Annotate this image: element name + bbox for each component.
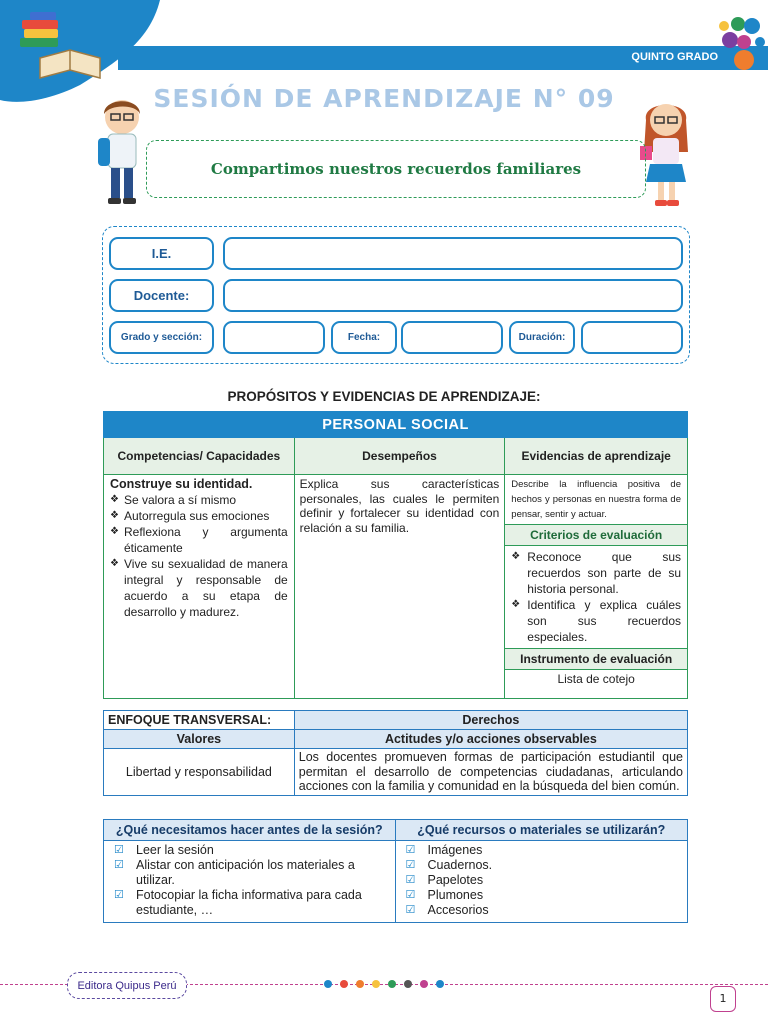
session-title: SESIÓN DE APRENDIZAJE N° 09	[153, 84, 615, 113]
evidencia-text: Describe la influencia positiva de hechos y personas en nuestra forma de pensar, sentir y actuar.	[511, 479, 681, 520]
checkbox-icon: ☑	[405, 889, 416, 901]
actitud-cell: Los docentes promueven formas de participación estudiantil que permitan el desarrollo de competencias ciudadanas, articulando acciones con la familia y comunidad en la búsqueda del bien común.	[294, 749, 687, 796]
docente-label: Docente:	[133, 288, 190, 303]
subtitle-box	[146, 140, 646, 198]
color-dots-graphic	[716, 14, 766, 70]
grade-banner	[118, 46, 768, 70]
color-drops-graphic	[322, 976, 452, 994]
desempenos-header: Desempeños	[294, 438, 505, 475]
ie-label-box	[109, 237, 214, 270]
recursos-cell	[395, 841, 688, 923]
desempeno-cell: Explica sus características personales, las cuales le permiten definir y fortalecer su identidad con relación a su familia.	[294, 475, 505, 699]
checkbox-icon: ☑	[405, 859, 416, 871]
preparation-table	[103, 819, 688, 923]
recurso-item: ☑ Accesorios	[405, 903, 489, 917]
recurso-item: ☑ Plumones	[405, 888, 484, 902]
competencia-title: Construye su identidad.	[110, 477, 253, 491]
capacidad-item: ❖ Se valora a sí mismo	[110, 493, 237, 507]
valor-cell: Libertad y responsabilidad	[104, 749, 295, 796]
docente-label-box	[109, 279, 214, 312]
checkbox-icon: ☑	[114, 859, 124, 871]
docente-field[interactable]	[223, 279, 683, 312]
diamond-bullet-icon: ❖	[511, 551, 521, 562]
checkbox-icon: ☑	[114, 889, 124, 901]
diamond-bullet-icon: ❖	[110, 558, 119, 569]
section-heading: PROPÓSITOS Y EVIDENCIAS DE APRENDIZAJE:	[227, 389, 541, 404]
info-panel	[102, 226, 690, 364]
grado-label: Grado y sección:	[120, 332, 203, 343]
session-subtitle: Compartimos nuestros recuerdos familiares	[210, 160, 582, 178]
antes-header: ¿Qué necesitamos hacer antes de la sesión?	[104, 820, 396, 841]
diamond-bullet-icon: ❖	[110, 510, 119, 521]
purposes-table	[103, 411, 688, 699]
duracion-field[interactable]	[581, 321, 683, 354]
enfoque-table	[103, 710, 688, 796]
criterios-header: Criterios de evaluación	[505, 524, 687, 546]
enfoque-label: ENFOQUE TRANSVERSAL:	[104, 711, 295, 730]
antes-cell	[104, 841, 396, 923]
grade-label: QUINTO GRADO	[631, 51, 718, 63]
ie-label: I.E.	[151, 246, 172, 261]
antes-item: ☑ Leer la sesión	[114, 843, 214, 857]
instrumento-header: Instrumento de evaluación	[505, 648, 687, 670]
enfoque-name: Derechos	[294, 711, 687, 730]
duracion-label: Duración:	[518, 332, 566, 343]
evidencias-header: Evidencias de aprendizaje	[505, 438, 688, 475]
ie-field[interactable]	[223, 237, 683, 270]
duracion-label-box	[509, 321, 575, 354]
publisher-badge: Editora Quipus Perú	[67, 972, 187, 999]
checkbox-icon: ☑	[405, 874, 416, 886]
valores-header: Valores	[104, 730, 295, 749]
actitudes-header: Actitudes y/o acciones observables	[294, 730, 687, 749]
capacidad-item: ❖ Reflexiona y argumenta éticamente	[110, 525, 288, 555]
checkbox-icon: ☑	[405, 844, 416, 856]
checkbox-icon: ☑	[405, 904, 416, 916]
diamond-bullet-icon: ❖	[110, 526, 119, 537]
antes-item: ☑ Alistar con anticipación los materiales a utilizar.	[114, 858, 355, 887]
capacidad-item: ❖ Autorregula sus emociones	[110, 509, 270, 523]
competencias-cell	[104, 475, 295, 699]
instrumento-value: Lista de cotejo	[557, 672, 635, 686]
competencias-header: Competencias/ Capacidades	[104, 438, 295, 475]
criterio-item: ❖ Reconoce que sus recuerdos son parte de su historia personal.	[511, 550, 681, 596]
antes-item: ☑ Fotocopiar la ficha informativa para cada estudiante, …	[114, 888, 362, 917]
area-header: PERSONAL SOCIAL	[104, 412, 688, 438]
grado-field[interactable]	[223, 321, 325, 354]
fecha-field[interactable]	[401, 321, 503, 354]
checkbox-icon: ☑	[114, 844, 124, 856]
diamond-bullet-icon: ❖	[110, 494, 119, 505]
recurso-item: ☑ Papelotes	[405, 873, 484, 887]
boy-illustration	[92, 92, 152, 212]
recurso-item: ☑ Cuadernos.	[405, 858, 493, 872]
evidencias-cell	[505, 475, 688, 699]
page-number: 1	[710, 986, 736, 1012]
recurso-item: ☑ Imágenes	[405, 843, 483, 857]
criterio-item: ❖ Identifica y explica cuáles son sus recuerdos especiales.	[511, 598, 681, 644]
fecha-label: Fecha:	[347, 332, 381, 343]
fecha-label-box	[331, 321, 397, 354]
grado-label-box	[109, 321, 214, 354]
diamond-bullet-icon: ❖	[511, 599, 521, 610]
recursos-header: ¿Qué recursos o materiales se utilizarán?	[395, 820, 688, 841]
capacidad-item: ❖ Vive su sexualidad de manera integral y responsable de acuerdo a su etapa de desarrollo y madurez.	[110, 557, 288, 619]
